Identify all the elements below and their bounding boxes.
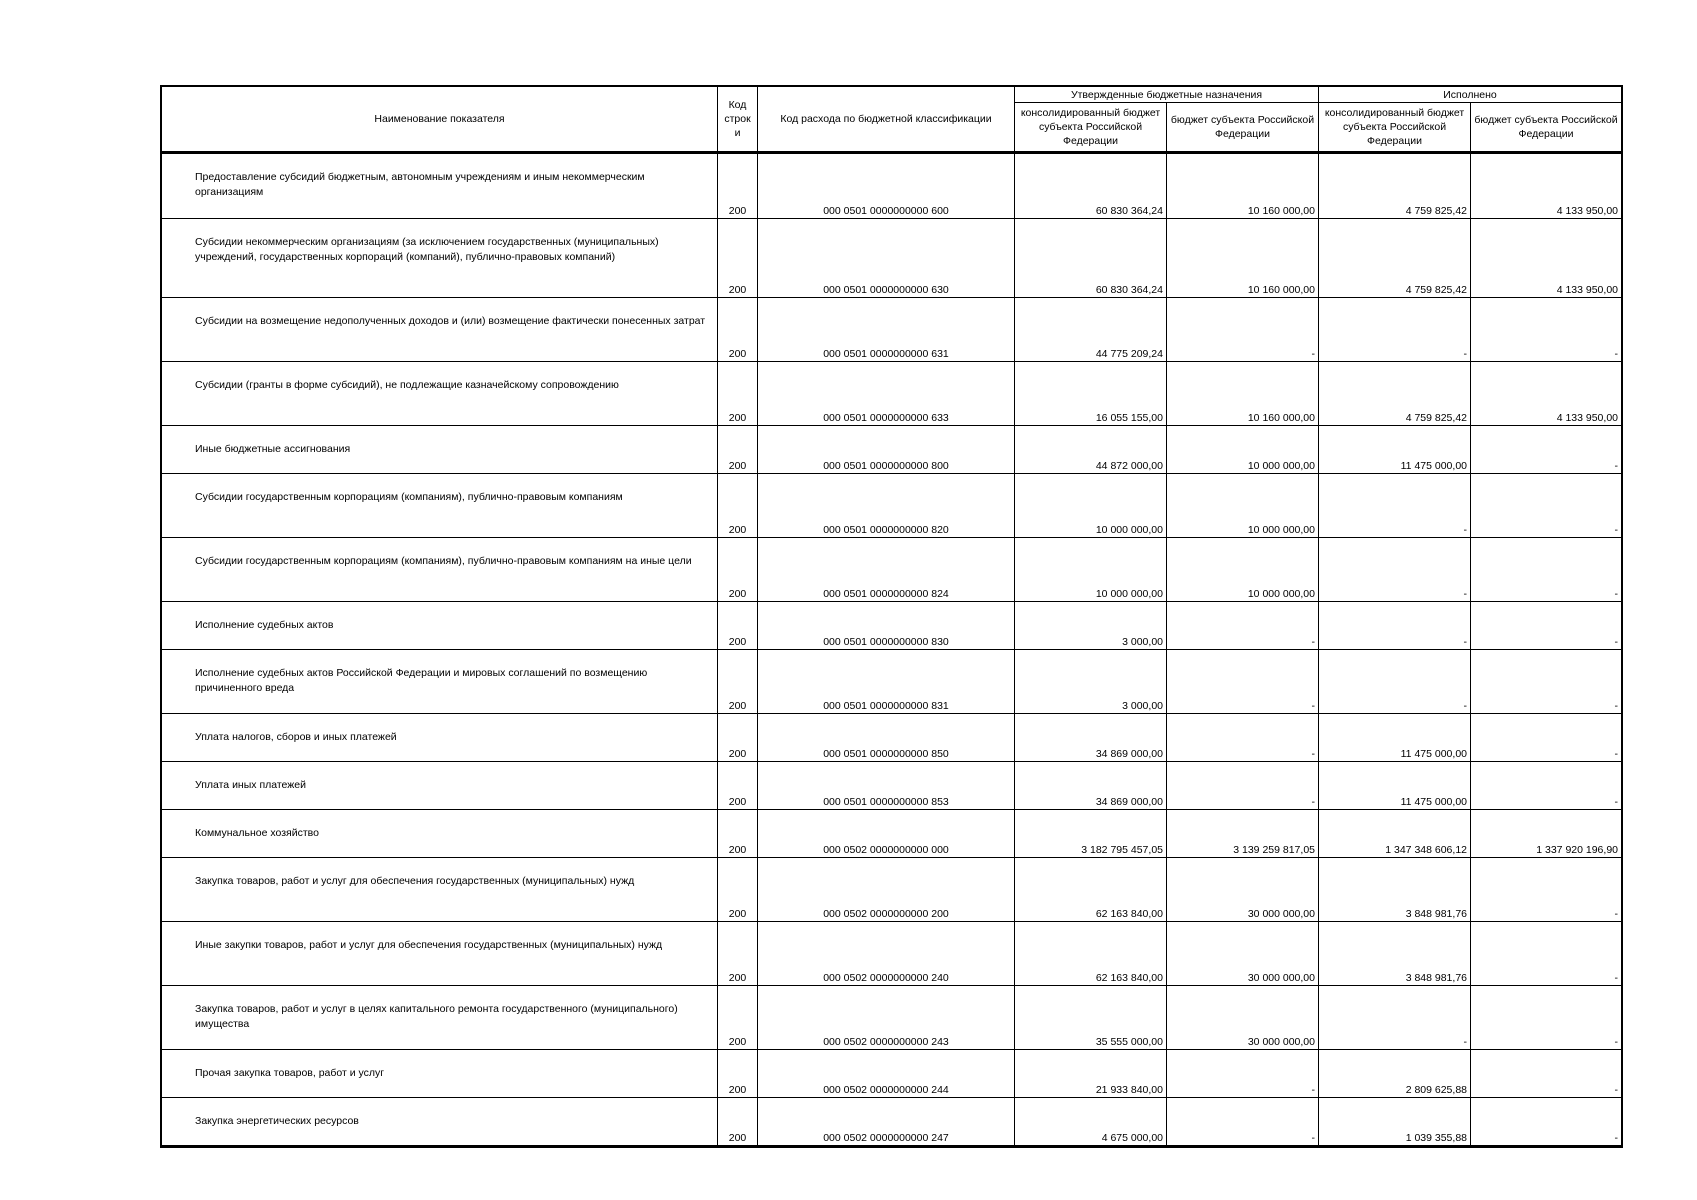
table-row	[162, 153, 1622, 219]
row-line-code: 200	[718, 602, 758, 650]
row-classification-code: 000 0502 0000000000 247	[758, 1098, 1015, 1146]
row-classification-code: 000 0502 0000000000 200	[758, 858, 1015, 922]
table-row	[162, 922, 1622, 986]
row-classification-code: 000 0502 0000000000 244	[758, 1050, 1015, 1098]
row-approved-subject: 30 000 000,00	[1167, 858, 1319, 922]
row-name: Уплата иных платежей	[162, 762, 718, 810]
row-classification-code: 000 0501 0000000000 850	[758, 714, 1015, 762]
row-approved-consolidated: 16 055 155,00	[1015, 362, 1167, 426]
row-approved-consolidated: 21 933 840,00	[1015, 1050, 1167, 1098]
table-row	[162, 1050, 1622, 1098]
row-approved-subject: -	[1167, 298, 1319, 362]
row-name: Коммунальное хозяйство	[162, 810, 718, 858]
row-approved-subject: 3 139 259 817,05	[1167, 810, 1319, 858]
row-approved-consolidated: 4 675 000,00	[1015, 1098, 1167, 1146]
row-classification-code: 000 0502 0000000000 000	[758, 810, 1015, 858]
row-name: Субсидии на возмещение недополученных доходов и (или) возмещение фактически понесенных затрат	[162, 298, 718, 362]
row-executed-subject: -	[1471, 298, 1622, 362]
row-name: Субсидии государственным корпорациям (компаниям), публично-правовым компаниям на иные цели	[162, 538, 718, 602]
row-line-code: 200	[718, 986, 758, 1050]
row-approved-consolidated: 62 163 840,00	[1015, 858, 1167, 922]
table-row	[162, 426, 1622, 474]
budget-table	[161, 86, 1622, 1147]
row-line-code: 200	[718, 298, 758, 362]
row-name: Закупка энергетических ресурсов	[162, 1098, 718, 1146]
row-executed-subject: -	[1471, 858, 1622, 922]
table-row	[162, 1098, 1622, 1146]
row-classification-code: 000 0501 0000000000 633	[758, 362, 1015, 426]
row-classification-code: 000 0501 0000000000 853	[758, 762, 1015, 810]
row-approved-consolidated: 10 000 000,00	[1015, 538, 1167, 602]
row-approved-consolidated: 3 182 795 457,05	[1015, 810, 1167, 858]
row-approved-subject: -	[1167, 1098, 1319, 1146]
row-classification-code: 000 0502 0000000000 243	[758, 986, 1015, 1050]
table-body	[162, 153, 1622, 1146]
row-line-code: 200	[718, 538, 758, 602]
row-classification-code: 000 0501 0000000000 630	[758, 219, 1015, 298]
row-line-code: 200	[718, 426, 758, 474]
row-executed-consolidated: 11 475 000,00	[1319, 426, 1471, 474]
row-approved-consolidated: 60 830 364,24	[1015, 219, 1167, 298]
row-approved-subject: -	[1167, 1050, 1319, 1098]
row-classification-code: 000 0501 0000000000 600	[758, 153, 1015, 219]
row-name: Иные бюджетные ассигнования	[162, 426, 718, 474]
row-approved-subject: 30 000 000,00	[1167, 986, 1319, 1050]
table-header	[162, 87, 1622, 153]
row-executed-consolidated: -	[1319, 986, 1471, 1050]
row-line-code: 200	[718, 714, 758, 762]
table-row	[162, 810, 1622, 858]
row-executed-subject: -	[1471, 762, 1622, 810]
row-executed-consolidated: 4 759 825,42	[1319, 362, 1471, 426]
row-executed-subject: -	[1471, 426, 1622, 474]
row-classification-code: 000 0501 0000000000 830	[758, 602, 1015, 650]
row-name: Прочая закупка товаров, работ и услуг	[162, 1050, 718, 1098]
row-name: Закупка товаров, работ и услуг в целях капитального ремонта государственного (муниципального) имущества	[162, 986, 718, 1050]
row-approved-subject: 30 000 000,00	[1167, 922, 1319, 986]
table-row	[162, 858, 1622, 922]
row-approved-consolidated: 44 872 000,00	[1015, 426, 1167, 474]
row-line-code: 200	[718, 858, 758, 922]
row-executed-subject: 4 133 950,00	[1471, 362, 1622, 426]
row-name: Исполнение судебных актов	[162, 602, 718, 650]
table-row	[162, 762, 1622, 810]
row-line-code: 200	[718, 153, 758, 219]
row-approved-subject: -	[1167, 602, 1319, 650]
row-approved-subject: 10 160 000,00	[1167, 219, 1319, 298]
row-executed-subject: -	[1471, 602, 1622, 650]
row-approved-consolidated: 34 869 000,00	[1015, 762, 1167, 810]
row-name: Закупка товаров, работ и услуг для обеспечения государственных (муниципальных) нужд	[162, 858, 718, 922]
row-executed-consolidated: -	[1319, 298, 1471, 362]
header-executed-group: Исполнено	[1319, 87, 1622, 103]
row-name: Предоставление субсидий бюджетным, автономным учреждениям и иным некоммерческим организациям	[162, 153, 718, 219]
row-executed-subject: -	[1471, 650, 1622, 714]
row-executed-subject: -	[1471, 922, 1622, 986]
row-name: Иные закупки товаров, работ и услуг для обеспечения государственных (муниципальных) нужд	[162, 922, 718, 986]
row-line-code: 200	[718, 650, 758, 714]
header-name: Наименование показателя	[162, 87, 718, 153]
table-row	[162, 714, 1622, 762]
row-executed-subject: -	[1471, 474, 1622, 538]
table-row	[162, 362, 1622, 426]
row-approved-subject: 10 160 000,00	[1167, 153, 1319, 219]
row-line-code: 200	[718, 219, 758, 298]
row-classification-code: 000 0501 0000000000 820	[758, 474, 1015, 538]
row-approved-consolidated: 62 163 840,00	[1015, 922, 1167, 986]
row-executed-subject: -	[1471, 986, 1622, 1050]
table-row	[162, 474, 1622, 538]
row-executed-consolidated: 3 848 981,76	[1319, 858, 1471, 922]
header-line-code: Код строк и	[718, 87, 758, 153]
row-executed-subject: 4 133 950,00	[1471, 219, 1622, 298]
row-executed-subject: 4 133 950,00	[1471, 153, 1622, 219]
row-approved-subject: 10 000 000,00	[1167, 426, 1319, 474]
table-row	[162, 602, 1622, 650]
row-classification-code: 000 0502 0000000000 240	[758, 922, 1015, 986]
header-executed-subject: бюджет субъекта Российской Федерации	[1471, 103, 1622, 153]
row-approved-subject: -	[1167, 714, 1319, 762]
row-approved-subject: 10 000 000,00	[1167, 538, 1319, 602]
row-executed-subject: -	[1471, 1050, 1622, 1098]
row-line-code: 200	[718, 474, 758, 538]
row-line-code: 200	[718, 1050, 758, 1098]
row-name: Субсидии (гранты в форме субсидий), не подлежащие казначейскому сопровождению	[162, 362, 718, 426]
header-approved-consolidated: консолидированный бюджет субъекта Российской Федерации	[1015, 103, 1167, 153]
row-executed-consolidated: -	[1319, 474, 1471, 538]
row-classification-code: 000 0501 0000000000 831	[758, 650, 1015, 714]
header-executed-consolidated: консолидированный бюджет субъекта Российской Федерации	[1319, 103, 1471, 153]
row-executed-subject: -	[1471, 1098, 1622, 1146]
row-name: Уплата налогов, сборов и иных платежей	[162, 714, 718, 762]
row-approved-consolidated: 3 000,00	[1015, 602, 1167, 650]
row-approved-consolidated: 3 000,00	[1015, 650, 1167, 714]
row-line-code: 200	[718, 1098, 758, 1146]
row-name: Субсидии государственным корпорациям (компаниям), публично-правовым компаниям	[162, 474, 718, 538]
header-classification-code: Код расхода по бюджетной классификации	[758, 87, 1015, 153]
row-classification-code: 000 0501 0000000000 824	[758, 538, 1015, 602]
row-executed-subject: 1 337 920 196,90	[1471, 810, 1622, 858]
row-name: Исполнение судебных актов Российской Федерации и мировых соглашений по возмещению причиненного вреда	[162, 650, 718, 714]
row-executed-consolidated: -	[1319, 650, 1471, 714]
row-approved-consolidated: 44 775 209,24	[1015, 298, 1167, 362]
row-executed-subject: -	[1471, 538, 1622, 602]
table-row	[162, 650, 1622, 714]
row-approved-subject: -	[1167, 650, 1319, 714]
table-row	[162, 219, 1622, 298]
row-approved-consolidated: 10 000 000,00	[1015, 474, 1167, 538]
row-executed-consolidated: 2 809 625,88	[1319, 1050, 1471, 1098]
row-approved-consolidated: 35 555 000,00	[1015, 986, 1167, 1050]
row-approved-subject: -	[1167, 762, 1319, 810]
row-classification-code: 000 0501 0000000000 800	[758, 426, 1015, 474]
row-executed-consolidated: -	[1319, 602, 1471, 650]
row-line-code: 200	[718, 922, 758, 986]
row-executed-consolidated: 1 039 355,88	[1319, 1098, 1471, 1146]
row-classification-code: 000 0501 0000000000 631	[758, 298, 1015, 362]
row-approved-subject: 10 000 000,00	[1167, 474, 1319, 538]
row-line-code: 200	[718, 362, 758, 426]
row-approved-consolidated: 34 869 000,00	[1015, 714, 1167, 762]
row-executed-consolidated: 4 759 825,42	[1319, 219, 1471, 298]
table-row	[162, 986, 1622, 1050]
row-executed-consolidated: 3 848 981,76	[1319, 922, 1471, 986]
row-executed-consolidated: 4 759 825,42	[1319, 153, 1471, 219]
table-row	[162, 298, 1622, 362]
row-name: Субсидии некоммерческим организациям (за исключением государственных (муниципальных) учреждений, государственных корпораций (компаний), публично-правовых компаний)	[162, 219, 718, 298]
table-row	[162, 538, 1622, 602]
row-executed-consolidated: 11 475 000,00	[1319, 714, 1471, 762]
header-approved-group: Утвержденные бюджетные назначения	[1015, 87, 1319, 103]
row-approved-consolidated: 60 830 364,24	[1015, 153, 1167, 219]
row-executed-consolidated: -	[1319, 538, 1471, 602]
row-executed-consolidated: 11 475 000,00	[1319, 762, 1471, 810]
row-line-code: 200	[718, 810, 758, 858]
row-line-code: 200	[718, 762, 758, 810]
row-executed-subject: -	[1471, 714, 1622, 762]
row-executed-consolidated: 1 347 348 606,12	[1319, 810, 1471, 858]
row-approved-subject: 10 160 000,00	[1167, 362, 1319, 426]
header-approved-subject: бюджет субъекта Российской Федерации	[1167, 103, 1319, 153]
